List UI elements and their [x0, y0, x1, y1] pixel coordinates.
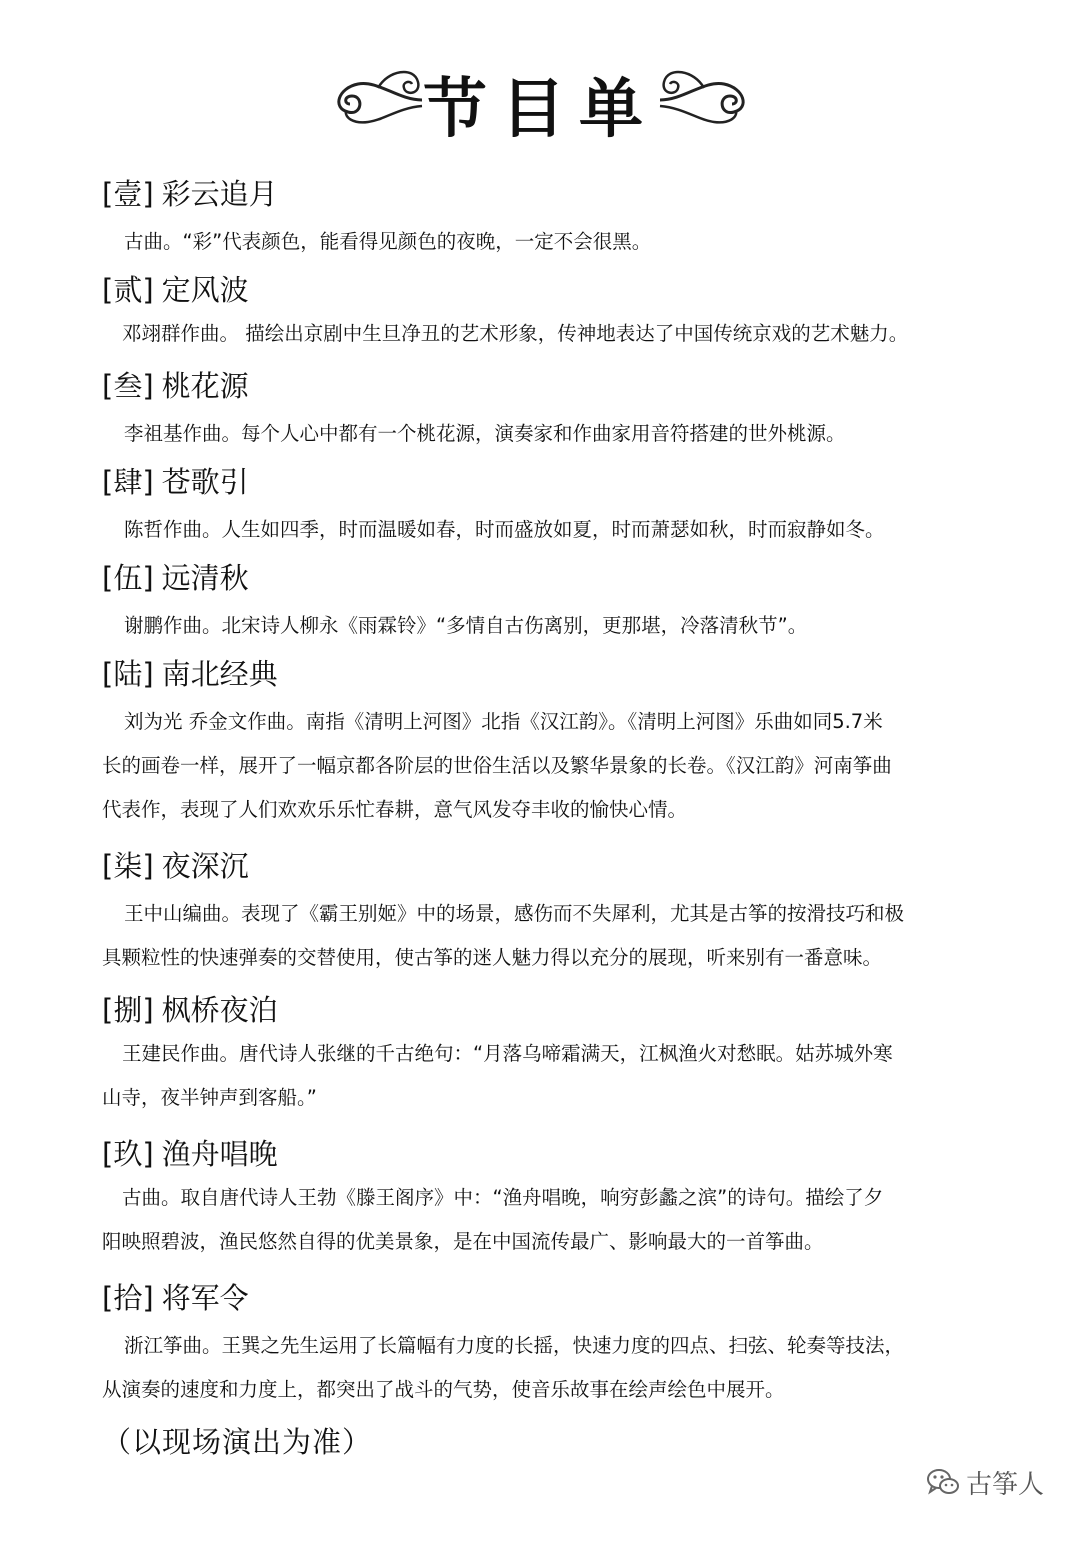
- item-title: [捌] 枫桥夜泊: [102, 993, 278, 1027]
- wechat-icon: [926, 1467, 960, 1497]
- item-title: [拾] 将军令: [102, 1281, 249, 1315]
- header: [0, 40, 1080, 150]
- item-description: 浙江筝曲。王巽之先生运用了长篇幅有力度的长摇，快速力度的四点、扫弦、轮奏等技法， 从演奏的速度和力度上，都突出了战斗的气势，使音乐故事在绘声绘色中展开。: [102, 1334, 905, 1401]
- watermark: [926, 1462, 1044, 1502]
- scroll-ornament-icon: [652, 50, 764, 130]
- item-description: 古曲。“彩”代表颜色，能看得见颜色的夜晚，一定不会很黑。: [124, 230, 652, 253]
- item-description: 刘为光 乔金文作曲。南指《清明上河图》北指《汉江韵》。《清明上河图》乐曲如同5.7米 长的画卷一样，展开了一幅京都各阶层的世俗生活以及繁华景象的长卷。《汉江韵》河南筝曲 代表作，表现了人们欢欢乐乐忙春耕，意气风发夺丰收的愉快心情。: [102, 710, 892, 821]
- item-title: [陆] 南北经典: [102, 657, 278, 691]
- item-description: 谢鹏作曲。北宋诗人柳永《雨霖铃》“多情自古伤离别，更那堪，冷落清秋节”。: [124, 614, 808, 637]
- footer-note: （以现场演出为准）: [102, 1425, 373, 1459]
- item-title: [伍] 远清秋: [102, 561, 249, 595]
- item-title: [叁] 桃花源: [102, 369, 249, 403]
- item-description: 邓翊群作曲。 描绘出京剧中生旦净丑的艺术形象，传神地表达了中国传统京戏的艺术魅力。: [122, 322, 909, 345]
- item-description: 王中山编曲。表现了《霸王别姬》中的场景，感伤而不失犀利，尤其是古筝的按滑技巧和极 具颗粒性的快速弹奏的交替使用，使古筝的迷人魅力得以充分的展现，听来别有一番意味。: [102, 902, 905, 969]
- item-title: [肆] 苍歌引: [102, 465, 249, 499]
- item-description: 王建民作曲。唐代诗人张继的千古绝句：“月落乌啼霜满天，江枫渔火对愁眠。姑苏城外寒 山寺，夜半钟声到客船。”: [102, 1042, 893, 1109]
- page-title: 节目单: [423, 73, 657, 147]
- item-description: 李祖基作曲。每个人心中都有一个桃花源，演奏家和作曲家用音符搭建的世外桃源。: [124, 422, 846, 445]
- item-description: 陈哲作曲。人生如四季，时而温暖如春，时而盛放如夏，时而萧瑟如秋，时而寂静如冬。: [124, 518, 885, 541]
- item-description: 古曲。取自唐代诗人王勃《滕王阁序》中：“渔舟唱晚，响穷彭蠡之滨”的诗句。描绘了夕 阳映照碧波，渔民悠然自得的优美景象，是在中国流传最广、影响最大的一首筝曲。: [102, 1186, 884, 1253]
- item-title: [壹] 彩云追月: [102, 177, 278, 211]
- item-title: [柒] 夜深沉: [102, 849, 249, 883]
- watermark-text: 古筝人: [966, 1469, 1045, 1500]
- item-title: [玖] 渔舟唱晚: [102, 1137, 278, 1171]
- item-title: [贰] 定风波: [102, 273, 249, 307]
